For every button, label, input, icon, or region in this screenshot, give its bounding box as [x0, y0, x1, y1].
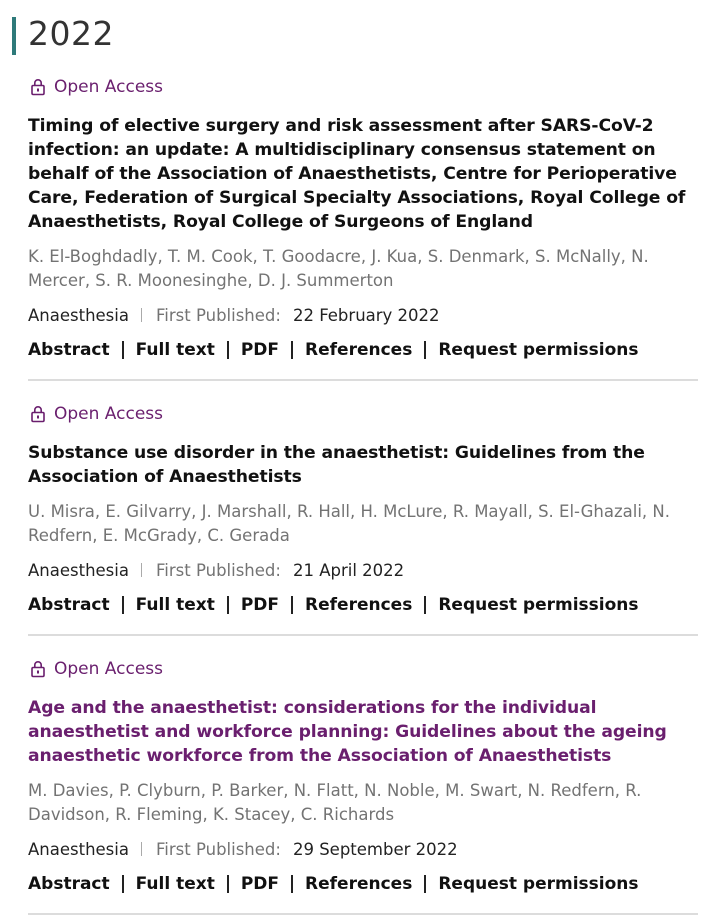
article-item: [28, 658, 698, 915]
article-divider: [28, 634, 698, 636]
request-permissions-link[interactable]: Request permissions: [438, 595, 639, 615]
article-authors: M. Davies, P. Clyburn, P. Barker, N. Flatt, N. Noble, M. Swart, N. Redfern, R. Davidson, R. Fleming, K. Stacey, C. Richards: [28, 781, 642, 824]
open-access-badge: [28, 403, 698, 425]
open-access-badge: [28, 76, 698, 98]
article-meta: [28, 303, 698, 327]
article-authors: U. Misra, E. Gilvarry, J. Marshall, R. Hall, H. McLure, R. Mayall, S. El-Ghazali, N. Redfern, E. McGrady, C. Gerada: [28, 502, 670, 545]
article-links: [28, 338, 698, 362]
article-links: [28, 593, 698, 617]
full-text-link[interactable]: Full text: [135, 874, 215, 894]
year-header: [0, 0, 710, 70]
article-meta: [28, 837, 698, 861]
lock-open-icon: [30, 660, 46, 678]
pdf-link[interactable]: PDF: [240, 595, 280, 615]
first-published-date: 21 April 2022: [292, 560, 405, 580]
open-access-badge: [28, 658, 698, 680]
meta-divider: [141, 308, 142, 322]
request-permissions-link[interactable]: Request permissions: [438, 874, 639, 894]
article-meta: [28, 558, 698, 582]
open-access-label: Open Access: [54, 659, 164, 679]
article-divider: [28, 379, 698, 381]
abstract-link[interactable]: Abstract: [28, 595, 110, 615]
article-item: [28, 76, 698, 381]
meta-divider: [141, 842, 142, 856]
first-published-date: 29 September 2022: [292, 839, 458, 859]
journal-name: Anaesthesia: [28, 560, 129, 580]
link-divider: [122, 596, 124, 614]
link-divider: [122, 875, 124, 893]
first-published-label: First Published:: [155, 305, 281, 325]
link-divider: [424, 875, 426, 893]
full-text-link[interactable]: Full text: [135, 340, 215, 360]
link-divider: [227, 341, 229, 359]
lock-open-icon: [30, 405, 46, 423]
abstract-link[interactable]: Abstract: [28, 874, 110, 894]
link-divider: [424, 341, 426, 359]
year-accent-bar: [12, 17, 16, 55]
full-text-link[interactable]: Full text: [135, 595, 215, 615]
meta-divider: [141, 563, 142, 577]
first-published-date: 22 February 2022: [292, 305, 440, 325]
link-divider: [291, 341, 293, 359]
article-authors: K. El-Boghdadly, T. M. Cook, T. Goodacre, J. Kua, S. Denmark, S. McNally, N. Mercer, S. R. Moonesinghe, D. J. Summerton: [28, 247, 649, 290]
first-published-label: First Published:: [155, 560, 281, 580]
pdf-link[interactable]: PDF: [240, 874, 280, 894]
link-divider: [424, 596, 426, 614]
article-links: [28, 872, 698, 896]
abstract-link[interactable]: Abstract: [28, 340, 110, 360]
link-divider: [291, 875, 293, 893]
first-published-label: First Published:: [155, 839, 281, 859]
link-divider: [122, 341, 124, 359]
article-title-link[interactable]: Age and the anaesthetist: considerations for the individual anaesthetist and workforce planning: Guidelines about the ageing anaesthetic workforce from the Association of Anaesthetists: [28, 698, 667, 766]
year-heading: 2022: [28, 14, 114, 53]
link-divider: [291, 596, 293, 614]
open-access-label: Open Access: [54, 404, 164, 424]
references-link[interactable]: References: [305, 595, 413, 615]
article-title-link[interactable]: Timing of elective surgery and risk assessment after SARS-CoV-2 infection: an update: A multidisciplinary consensus statement on behalf of the Association of Anaesthetists, Centre for Perioperative Care, Federation of Surgical Specialty Associations, Royal College of Anaesthetists, Royal College of Surgeons of England: [28, 116, 686, 232]
open-access-label: Open Access: [54, 77, 164, 97]
journal-name: Anaesthesia: [28, 839, 129, 859]
link-divider: [227, 875, 229, 893]
pdf-link[interactable]: PDF: [240, 340, 280, 360]
lock-open-icon: [30, 78, 46, 96]
journal-name: Anaesthesia: [28, 305, 129, 325]
article-title-link[interactable]: Substance use disorder in the anaesthetist: Guidelines from the Association of Anaesthetists: [28, 443, 645, 487]
references-link[interactable]: References: [305, 340, 413, 360]
link-divider: [227, 596, 229, 614]
references-link[interactable]: References: [305, 874, 413, 894]
article-item: [28, 403, 698, 636]
request-permissions-link[interactable]: Request permissions: [438, 340, 639, 360]
